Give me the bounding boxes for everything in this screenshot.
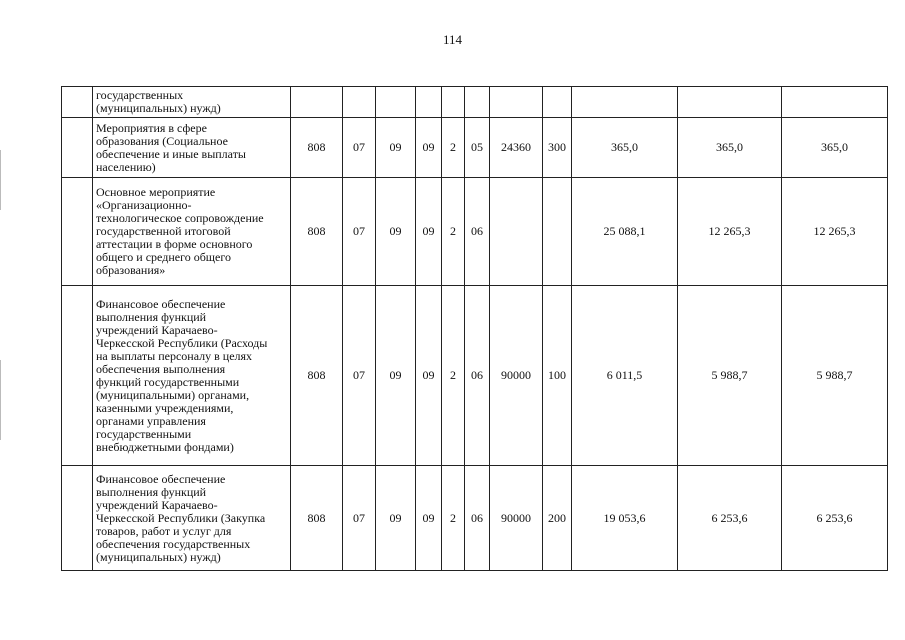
section-code-cell: 07 bbox=[343, 466, 376, 571]
item-name-line: (муниципальных) нужд) bbox=[96, 101, 221, 115]
section-code-cell: 07 bbox=[343, 286, 376, 466]
table-row bbox=[62, 87, 888, 118]
program-code-cell: 09 bbox=[416, 118, 442, 178]
item-name-line: выполнения функций bbox=[96, 309, 207, 324]
item-name-cell bbox=[93, 118, 291, 178]
table-row bbox=[62, 466, 888, 571]
page-number: 114 bbox=[442, 32, 463, 47]
subprogram-code-cell: 2 bbox=[442, 178, 465, 286]
amount-year3-cell: 365,0 bbox=[782, 118, 888, 178]
direction-code-cell: 90000 bbox=[490, 286, 543, 466]
item-name-line: функций государственными bbox=[96, 374, 240, 389]
section-code-cell: 07 bbox=[343, 118, 376, 178]
amount-year1-cell: 365,0 bbox=[572, 118, 678, 178]
ministry-code-cell: 808 bbox=[291, 286, 343, 466]
item-name-line: обеспечения выполнения bbox=[96, 361, 226, 376]
amount-year2-cell: 6 253,6 bbox=[678, 466, 782, 571]
item-name-line: обеспечения государственных bbox=[96, 536, 251, 551]
item-name-line: государственных bbox=[96, 88, 184, 102]
activity-code-cell: 06 bbox=[465, 466, 490, 571]
expense-type-cell bbox=[543, 87, 572, 118]
item-name-line: на выплаты персоналу в целях bbox=[96, 348, 253, 363]
section-code-cell: 07 bbox=[343, 178, 376, 286]
item-name-cell bbox=[93, 178, 291, 286]
expense-type-cell: 200 bbox=[543, 466, 572, 571]
item-name-line: Черкесской Республики (Расходы bbox=[96, 335, 268, 350]
amount-year3-cell bbox=[782, 87, 888, 118]
row-number-cell bbox=[62, 118, 93, 178]
section-code-cell bbox=[343, 87, 376, 118]
direction-code-cell bbox=[490, 178, 543, 286]
amount-year3-cell: 5 988,7 bbox=[782, 286, 888, 466]
amount-year1-cell: 19 053,6 bbox=[572, 466, 678, 571]
amount-year3-cell: 6 253,6 bbox=[782, 466, 888, 571]
program-code-cell bbox=[416, 87, 442, 118]
item-name-line: Финансовое обеспечение bbox=[96, 471, 226, 486]
item-name-line: общего и среднего общего bbox=[96, 250, 231, 264]
item-name-line: (муниципальных) нужд) bbox=[96, 549, 221, 564]
scan-artifact bbox=[0, 150, 1, 210]
item-name-line: органами управления bbox=[96, 413, 206, 428]
ministry-code-cell: 808 bbox=[291, 178, 343, 286]
amount-year1-cell: 25 088,1 bbox=[572, 178, 678, 286]
item-name-line: обеспечение и иные выплаты bbox=[96, 146, 246, 161]
amount-year2-cell bbox=[678, 87, 782, 118]
item-name-line: государственными bbox=[96, 426, 192, 441]
program-code-cell: 09 bbox=[416, 286, 442, 466]
row-number-cell bbox=[62, 466, 93, 571]
direction-code-cell bbox=[490, 87, 543, 118]
item-name-cell bbox=[93, 466, 291, 571]
item-name-line: Мероприятия в сфере bbox=[96, 120, 207, 135]
item-name-line: образования (Социальное bbox=[96, 133, 228, 148]
subprogram-code-cell: 2 bbox=[442, 466, 465, 571]
subsection-code-cell: 09 bbox=[376, 118, 416, 178]
item-name-line: казенными учреждениями, bbox=[96, 400, 234, 415]
table-row bbox=[62, 178, 888, 286]
item-name-line: товаров, работ и услуг для bbox=[96, 523, 232, 538]
item-name-cell bbox=[93, 286, 291, 466]
activity-code-cell: 06 bbox=[465, 178, 490, 286]
expense-type-cell: 100 bbox=[543, 286, 572, 466]
item-name-line: аттестации в форме основного bbox=[96, 237, 253, 251]
subsection-code-cell bbox=[376, 87, 416, 118]
item-name-line: Основное мероприятие bbox=[96, 185, 216, 199]
item-name-line: образования» bbox=[96, 263, 166, 277]
item-name-line: Финансовое обеспечение bbox=[96, 296, 226, 311]
subprogram-code-cell: 2 bbox=[442, 118, 465, 178]
table-row bbox=[62, 286, 888, 466]
item-name-line: Черкесской Республики (Закупка bbox=[96, 510, 266, 525]
amount-year1-cell: 6 011,5 bbox=[572, 286, 678, 466]
subprogram-code-cell: 2 bbox=[442, 286, 465, 466]
amount-year2-cell: 365,0 bbox=[678, 118, 782, 178]
item-name-line: технологическое сопровождение bbox=[96, 211, 264, 225]
row-number-cell bbox=[62, 178, 93, 286]
ministry-code-cell: 808 bbox=[291, 118, 343, 178]
item-name-line: «Организационно- bbox=[96, 198, 192, 212]
program-code-cell: 09 bbox=[416, 466, 442, 571]
ministry-code-cell: 808 bbox=[291, 466, 343, 571]
direction-code-cell: 90000 bbox=[490, 466, 543, 571]
amount-year2-cell: 12 265,3 bbox=[678, 178, 782, 286]
expense-type-cell: 300 bbox=[543, 118, 572, 178]
subsection-code-cell: 09 bbox=[376, 178, 416, 286]
amount-year1-cell bbox=[572, 87, 678, 118]
subsection-code-cell: 09 bbox=[376, 286, 416, 466]
budget-table-body bbox=[62, 87, 888, 571]
amount-year2-cell: 5 988,7 bbox=[678, 286, 782, 466]
item-name-cell bbox=[93, 87, 291, 118]
ministry-code-cell bbox=[291, 87, 343, 118]
item-name-line: населению) bbox=[96, 159, 156, 174]
activity-code-cell: 06 bbox=[465, 286, 490, 466]
item-name-line: (муниципальными) органами, bbox=[96, 387, 250, 402]
program-code-cell: 09 bbox=[416, 178, 442, 286]
direction-code-cell: 24360 bbox=[490, 118, 543, 178]
item-name-line: выполнения функций bbox=[96, 484, 207, 499]
row-number-cell bbox=[62, 87, 93, 118]
budget-table bbox=[61, 86, 888, 571]
expense-type-cell bbox=[543, 178, 572, 286]
table-row bbox=[62, 118, 888, 178]
subsection-code-cell: 09 bbox=[376, 466, 416, 571]
activity-code-cell bbox=[465, 87, 490, 118]
item-name-line: учреждений Карачаево- bbox=[96, 322, 218, 337]
amount-year3-cell: 12 265,3 bbox=[782, 178, 888, 286]
item-name-line: государственной итоговой bbox=[96, 224, 231, 238]
row-number-cell bbox=[62, 286, 93, 466]
activity-code-cell: 05 bbox=[465, 118, 490, 178]
item-name-line: учреждений Карачаево- bbox=[96, 497, 218, 512]
item-name-line: внебюджетными фондами) bbox=[96, 439, 234, 454]
subprogram-code-cell bbox=[442, 87, 465, 118]
scan-artifact bbox=[0, 360, 1, 440]
